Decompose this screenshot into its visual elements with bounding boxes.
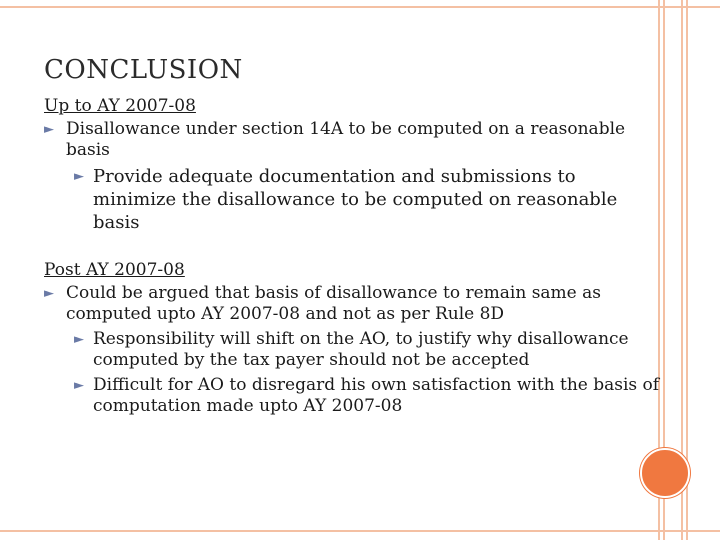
frame-line-bottom [0,530,720,532]
sub-list-item-text: Difficult for AO to disregard his own satisfaction with the basis of computation made upto AY 2007-08 [93,375,660,416]
sub-list-item [44,375,664,417]
section-heading-pre: Up to AY 2007-08 [44,96,196,116]
sub-list-item [44,165,664,234]
frame-line-top [0,6,720,8]
bullet-arrow-icon: ► [74,169,84,184]
decorative-circle [640,448,690,498]
list-item [44,119,664,161]
bullet-arrow-icon: ► [44,122,54,137]
sub-list-item-text: Provide adequate documentation and submissions to minimize the disallowance to be computed on reasonable basis [93,166,618,233]
slide-title: CONCLUSION [44,55,243,86]
section-heading-post: Post AY 2007-08 [44,260,185,280]
bullet-arrow-icon: ► [74,332,84,347]
sub-list-item [44,329,664,371]
bullet-arrow-icon: ► [74,378,84,393]
slide-content [44,96,664,417]
bullet-arrow-icon: ► [44,286,54,301]
list-item-text: Disallowance under section 14A to be computed on a reasonable basis [66,119,626,160]
sub-list-item-text: Responsibility will shift on the AO, to justify why disallowance computed by the tax payer should not be accepted [93,329,629,370]
list-item [44,283,664,325]
list-item-text: Could be argued that basis of disallowance to remain same as computed upto AY 2007-08 and not as per Rule 8D [66,283,602,324]
